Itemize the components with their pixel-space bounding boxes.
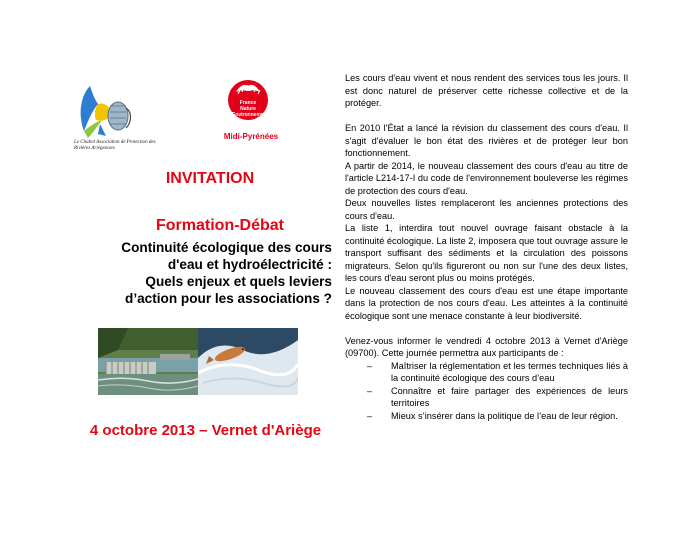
paragraph-2010: En 2010 l'État a lancé la révision du classement des cours d'eau. Il s'agit d'évaluer le bon état des rivières et de protéger leur bon fonctionnement.: [345, 123, 628, 158]
paragraph-invitation: Venez-vous informer le vendredi 4 octobre 2013 à Vernet d'Ariège (09700). Cette journée permettra aux participants de :: [345, 335, 628, 358]
paragraph-importance: Le nouveau classement des cours d'eau est une étape importante dans la protection de nos cours d'eau. Les atteintes à la continuité écologique sont une menace constante à leur biodiversité.: [345, 285, 628, 321]
dam-photo: [98, 328, 198, 395]
paragraph-2014: A partir de 2014, le nouveau classement des cours d'eau au titre de l'article L214-17-I du code de l'environnement bouleverse les régimes de protection des cours d'eau.: [345, 160, 628, 196]
objectives-list: [345, 360, 628, 423]
body-text: [345, 72, 628, 422]
paragraph-two-lists: Deux nouvelles listes remplaceront les anciennes protections des cours d'eau.: [345, 198, 628, 221]
leaping-fish-photo: [198, 328, 298, 395]
subtitle-line: d’action pour les associations ?: [125, 291, 332, 306]
subtitle-line: d'eau et hydroélectricité :: [167, 257, 332, 272]
event-subtitle: [70, 239, 332, 307]
event-date: 4 octobre 2013 – Vernet d'Ariège: [89, 422, 322, 439]
formation-heading: Formation-Débat: [156, 217, 284, 234]
subtitle-line: Continuité écologique des cours: [121, 240, 332, 255]
invitation-heading: INVITATION: [165, 170, 255, 187]
list-item: – Maîtriser la réglementation et les termes techniques liés à la continuité écologique des cours d’eau: [391, 360, 628, 385]
paragraph-lists-detail: La liste 1, interdira tout nouvel ouvrage faisant obstacle à la continuité écologique. La liste 2, imposera que tout ouvrage assure le transport suffisant des sédiments et la circulation des poissons migrateurs. Selon qu'ils figureront ou non sur l'une des deux listes, les cours d'eau seront plus ou moins protégés.: [345, 223, 628, 283]
list-item: – Connaître et faire partager des expériences de leurs territoires: [391, 385, 628, 410]
chabot-logo: [70, 76, 165, 166]
fne-name: France Nature Environnement: [232, 100, 269, 118]
fne-region: Midi-Pyrénées: [223, 132, 279, 141]
intro-paragraph: Les cours d'eau vivent et nous rendent des services tous les jours. Il est donc naturel de préserver cette richesse collective et de la protéger.: [345, 73, 628, 108]
list-item: – Mieux s’insérer dans la politique de l’eau de leur région.: [391, 410, 628, 423]
subtitle-line: Quels enjeux et quels leviers: [145, 274, 332, 289]
chabot-caption: Le Chabot Association de Protection des Rivières Ariégeoises: [74, 140, 156, 151]
